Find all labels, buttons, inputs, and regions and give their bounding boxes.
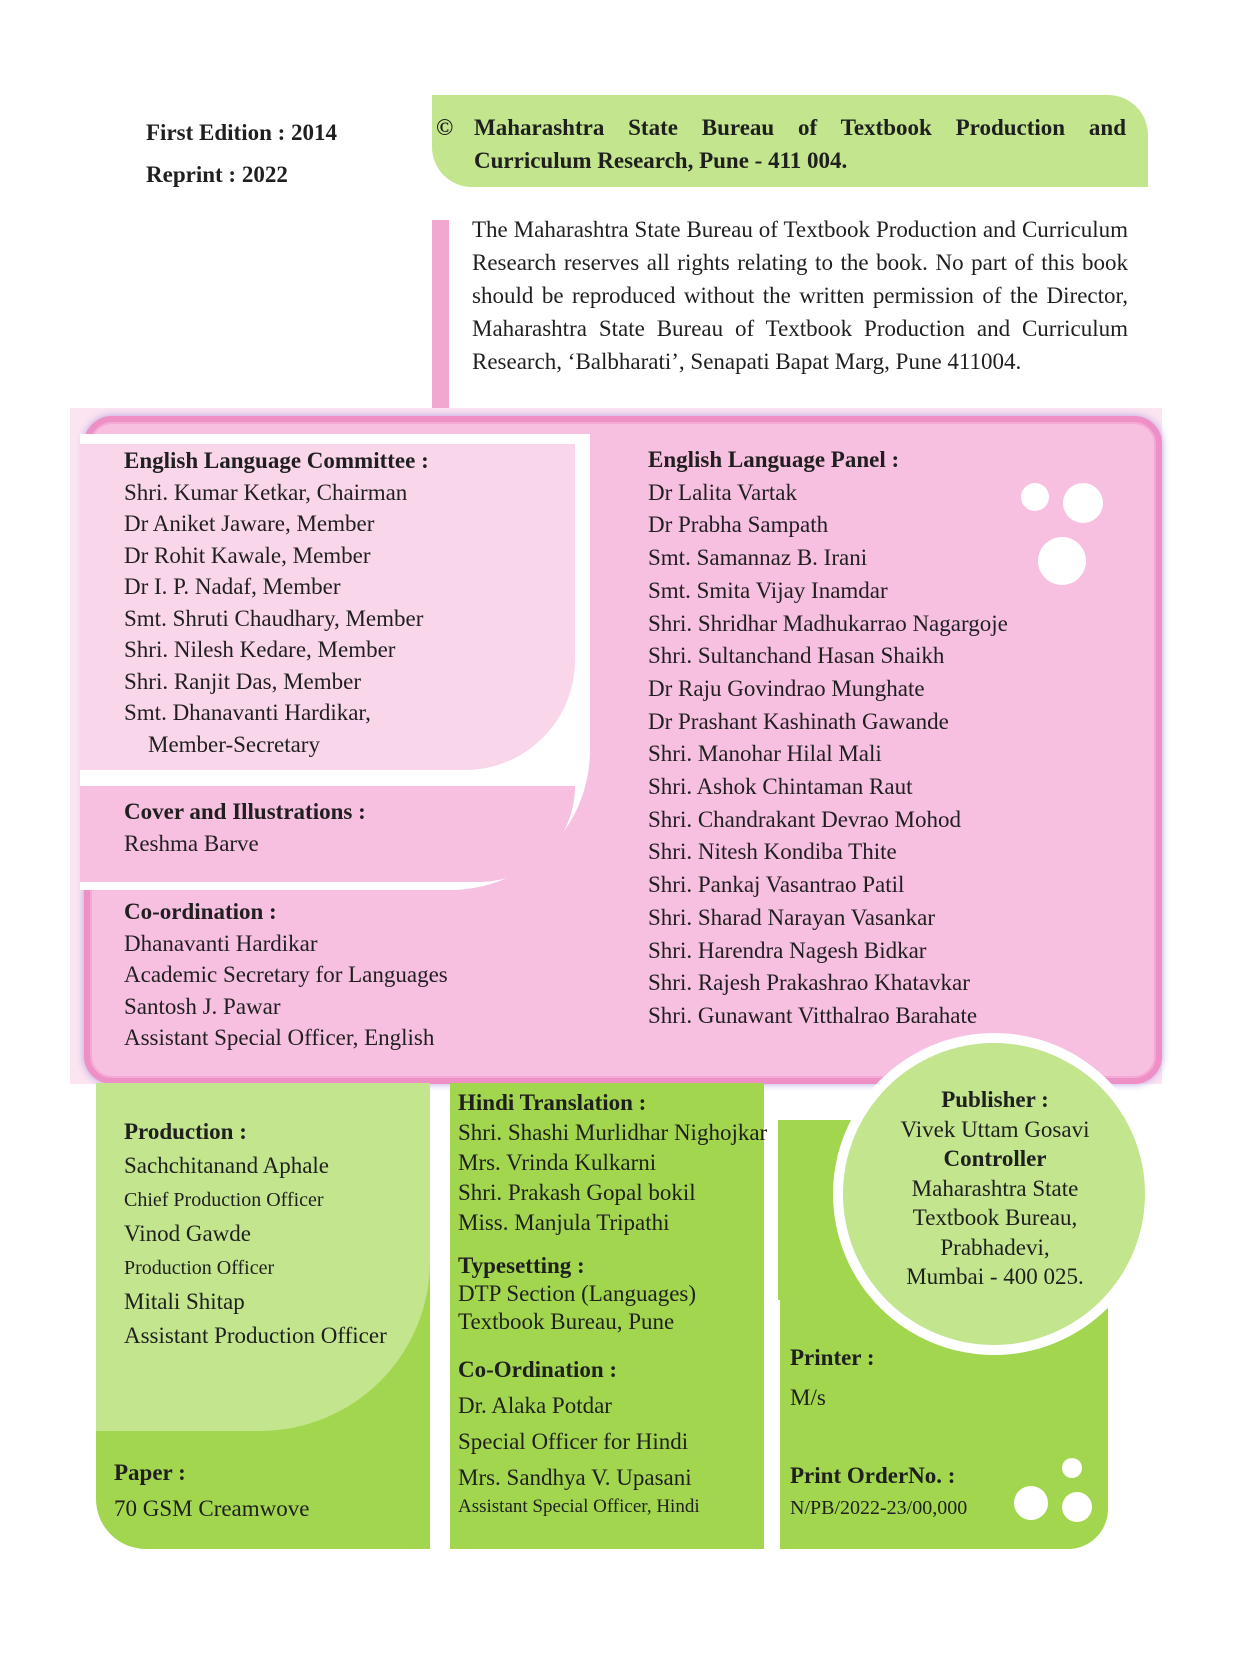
panel-member: Shri. Nitesh Kondiba Thite <box>648 839 897 865</box>
coordination-hindi-line: Assistant Special Officer, Hindi <box>458 1496 700 1517</box>
panel-member: Shri. Sharad Narayan Vasankar <box>648 904 935 930</box>
panel-member: Shri. Gunawant Vitthalrao Barahate <box>648 1002 978 1028</box>
production-line: Production Officer <box>124 1257 275 1279</box>
panel-member: Shri. Sultanchand Hasan Shaikh <box>648 643 945 669</box>
copyright-icon: © <box>436 115 454 140</box>
publisher-address-line: Prabhadevi, <box>940 1234 1050 1260</box>
publisher-address-line: Maharashtra State <box>911 1175 1079 1201</box>
committee-member: Dr Aniket Jaware, Member <box>124 511 375 536</box>
typesetting <box>458 1252 778 1336</box>
publisher-address-line: Textbook Bureau, <box>912 1205 1078 1230</box>
production-credits <box>124 1115 424 1353</box>
hindi-translation <box>458 1088 778 1238</box>
copyright-line-2: Curriculum Research, Pune - 411 004. <box>474 148 848 173</box>
coordination-line: Santosh J. Pawar <box>124 993 281 1019</box>
typesetting-heading: Typesetting : <box>458 1253 585 1278</box>
committee-member: Dr Rohit Kawale, Member <box>124 542 371 568</box>
printer-value: M/s <box>790 1385 826 1410</box>
committee-member: Shri. Nilesh Kedare, Member <box>124 637 396 662</box>
coordination-line: Dhanavanti Hardikar <box>124 930 318 956</box>
typesetting-line: DTP Section (Languages) <box>458 1281 697 1306</box>
reprint-year: Reprint : 2022 <box>146 162 288 187</box>
production-line: Vinod Gawde <box>124 1221 252 1246</box>
committee-member: Smt. Shruti Chaudhary, Member <box>124 605 424 631</box>
panel-member: Shri. Pankaj Vasantrao Patil <box>648 872 905 898</box>
coordination-line: Academic Secretary for Languages <box>124 962 448 987</box>
committee-member: Shri. Ranjit Das, Member <box>124 668 361 694</box>
hindi-line: Mrs. Vrinda Kulkarni <box>458 1150 657 1175</box>
panel-member: Dr Lalita Vartak <box>648 479 798 505</box>
print-order <box>790 1460 1090 1524</box>
coordination-line: Assistant Special Officer, English <box>124 1025 435 1050</box>
coordination-heading: Co-ordination : <box>124 899 277 924</box>
hindi-heading: Hindi Translation : <box>458 1090 647 1115</box>
panel-heading: English Language Panel : <box>648 447 900 472</box>
publisher-info <box>860 1085 1130 1292</box>
paper-value: 70 GSM Creamwove <box>114 1496 310 1521</box>
publisher-address-line: Mumbai - 400 025. <box>906 1264 1084 1289</box>
panel-member: Shri. Shridhar Madhukarrao Nagargoje <box>648 610 1008 636</box>
panel-member: Dr Prabha Sampath <box>648 512 829 538</box>
print-order-heading: Print OrderNo. : <box>790 1463 956 1488</box>
panel-member: Shri. Manohar Hilal Mali <box>648 741 882 767</box>
hindi-line: Shri. Shashi Murlidhar Nighojkar <box>458 1120 768 1145</box>
cover-heading: Cover and Illustrations : <box>124 799 366 824</box>
edition-info <box>146 112 337 196</box>
copyright-line-1: Maharashtra State Bureau of Textbook Production and <box>474 115 1126 140</box>
printer-heading: Printer : <box>790 1345 875 1370</box>
english-committee <box>124 445 544 760</box>
panel-member: Dr Raju Govindrao Munghate <box>648 675 925 701</box>
panel-member: Smt. Smita Vijay Inamdar <box>648 577 888 603</box>
cover-name: Reshma Barve <box>124 830 259 856</box>
paper-heading: Paper : <box>114 1460 186 1485</box>
rights-notice: The Maharashtra State Bureau of Textbook Production and Curriculum Research reserves all rights relating to the book. No part of this book should be reproduced without the written permission of the Director, Maharashtra State Bureau of Textbook Production and Curriculum Research, ‘Balbharati’, Senapati Bapat Marg, Pune 411004. <box>472 217 1128 374</box>
printer-info <box>790 1338 1090 1418</box>
production-line: Sachchitanand Aphale <box>124 1153 330 1178</box>
typesetting-line: Textbook Bureau, Pune <box>458 1309 675 1334</box>
committee-member: Shri. Kumar Ketkar, Chairman <box>124 479 408 505</box>
panel-member: Shri. Rajesh Prakashrao Khatavkar <box>648 970 970 996</box>
first-edition: First Edition : 2014 <box>146 120 338 145</box>
controller-heading: Controller <box>943 1146 1047 1171</box>
hindi-line: Shri. Prakash Gopal bokil <box>458 1180 696 1205</box>
coordination-hindi <box>458 1352 778 1518</box>
pink-accent-bar <box>432 220 449 416</box>
coordination-hindi-line: Special Officer for Hindi <box>458 1429 689 1454</box>
committee-heading: English Language Committee : <box>124 448 429 473</box>
coordination-hindi-heading: Co-Ordination : <box>458 1357 618 1382</box>
production-line: Mitali Shitap <box>124 1289 245 1314</box>
production-heading: Production : <box>124 1119 247 1144</box>
production-line: Chief Production Officer <box>124 1189 324 1211</box>
panel-member: Shri. Ashok Chintaman Raut <box>648 774 913 800</box>
coordination-hindi-line: Dr. Alaka Potdar <box>458 1393 612 1418</box>
panel-member: Smt. Samannaz B. Irani <box>648 545 868 571</box>
coordination-hindi-line: Mrs. Sandhya V. Upasani <box>458 1465 692 1490</box>
production-line: Assistant Production Officer <box>124 1323 387 1348</box>
committee-member-role: Member-Secretary <box>148 731 320 757</box>
cover-illustrations <box>124 796 544 859</box>
committee-member: Smt. Dhanavanti Hardikar, <box>124 700 371 725</box>
panel-member: Shri. Harendra Nagesh Bidkar <box>648 937 927 963</box>
print-order-value: N/PB/2022-23/00,000 <box>790 1497 968 1519</box>
hindi-line: Miss. Manjula Tripathi <box>458 1210 670 1235</box>
panel-member: Shri. Chandrakant Devrao Mohod <box>648 806 961 832</box>
publisher-name: Vivek Uttam Gosavi <box>900 1116 1090 1142</box>
english-panel <box>648 444 1108 1033</box>
coordination-english <box>124 896 584 1054</box>
panel-member: Dr Prashant Kashinath Gawande <box>648 708 949 734</box>
publisher-heading: Publisher : <box>941 1087 1049 1112</box>
paper-info <box>114 1455 414 1527</box>
committee-member: Dr I. P. Nadaf, Member <box>124 574 341 599</box>
